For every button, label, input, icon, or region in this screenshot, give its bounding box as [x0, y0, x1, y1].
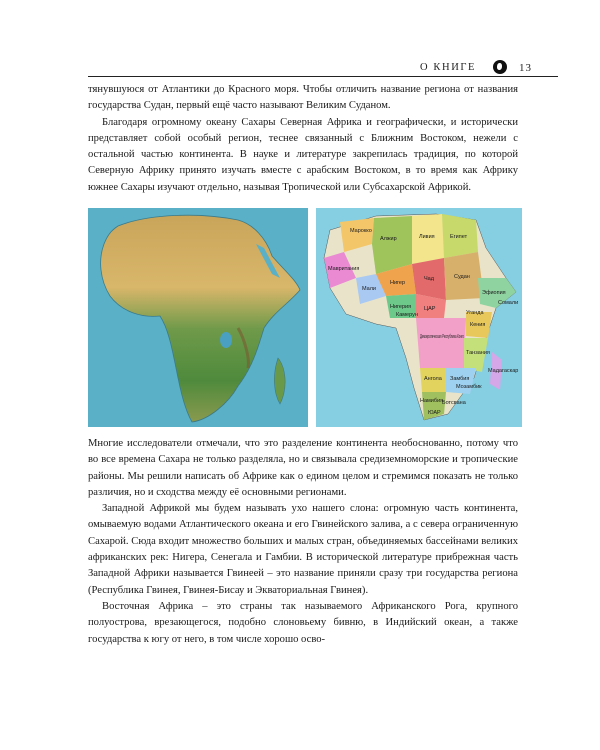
- page-number: 13: [519, 62, 532, 74]
- text-block-bottom: [88, 436, 518, 648]
- map-label: Эфиопия: [482, 290, 506, 296]
- paragraph: Благодаря огромному океану Сахары Северная Африка и географически, и исторически представляет собой особый регион, теснее связанный с Ближним Востоком, нежели с остальной частью континента. В науке и литературе закрепилась традиция, по которой Северную Африку принято изучать вместе с арабским Востоком, в то время как Африку южнее Сахары изучают отдельно, называя Тропической или Субсахарской Африкой.: [88, 116, 518, 193]
- running-title: О КНИГЕ: [420, 62, 477, 73]
- paragraph: Западной Африкой мы будем называть ухо нашего слона: огромную часть континента, омываемую водами Атлантического океана и его Гвинейского залива, а с севера ограниченную Сахарой. Сюда входит множество больших и малых стран, объединяемых бассейнами великих африканских рек: Нигера, Сенегала и Гамбии. В исторической литературе прибрежная часть Западной Африки называется Гвинеей – это название приняли сразу три государства региона (Республика Гвинея, Гвинея-Бисау и Экваториальная Гвинея).: [88, 503, 518, 596]
- map-label: Чад: [424, 276, 434, 282]
- map-label: Ботсвана: [442, 400, 466, 406]
- text-block-top: [88, 82, 518, 196]
- map-label: Ангола: [424, 376, 442, 382]
- map-label: Алжир: [380, 236, 397, 242]
- header-rule: [88, 76, 558, 77]
- map-label: Танзания: [466, 350, 490, 356]
- map-label: Мадагаскар: [488, 368, 519, 374]
- physical-map-of-africa: [88, 208, 308, 427]
- paragraph: Многие исследователи отмечали, что это разделение континента необоснованно, потому что во все времена Сахара не только разделяла, но и связывала средиземноморские и тропические районы. Мы решили написать об Африке как о едином целом и стремимся показать не только различия, но и сходства между её основными регионами.: [88, 438, 518, 498]
- map-label: Мозамбик: [456, 384, 482, 390]
- map-label: Намибия: [420, 398, 444, 404]
- map-label: Замбия: [450, 376, 470, 382]
- paragraph: тянувшуюся от Атлантики до Красного моря. Чтобы отличить название региона от названия государства Судан, первый ещё часто называют Великим Суданом.: [88, 84, 518, 112]
- publisher-logo-icon: [493, 60, 507, 74]
- map-label: Мавритания: [328, 266, 360, 272]
- political-map-of-africa: [316, 208, 522, 427]
- map-label: ЮАР: [428, 410, 441, 416]
- map-label: Нигер: [390, 280, 406, 286]
- map-label: Мали: [362, 286, 376, 292]
- map-label: Демократическая Республика Конго: [420, 334, 464, 340]
- map-label: Кения: [470, 322, 486, 328]
- map-label: ЦАР: [424, 306, 436, 312]
- map-label: Марокко: [350, 228, 372, 234]
- map-label: Нигерия: [390, 304, 412, 310]
- map-label: Уганда: [466, 310, 484, 316]
- map-label: Сомали: [498, 300, 519, 306]
- map-label: Египет: [450, 234, 468, 240]
- map-label: Судан: [454, 274, 470, 280]
- map-label: Ливия: [419, 234, 435, 240]
- map-label: Камерун: [396, 312, 418, 318]
- paragraph: Восточная Африка – это страны так называемого Африканского Рога, крупного полуострова, врезающегося, подобно слоновьему бивню, в Индийский океан, а также государства к югу от него, в том числе хорошо осво-: [88, 600, 518, 645]
